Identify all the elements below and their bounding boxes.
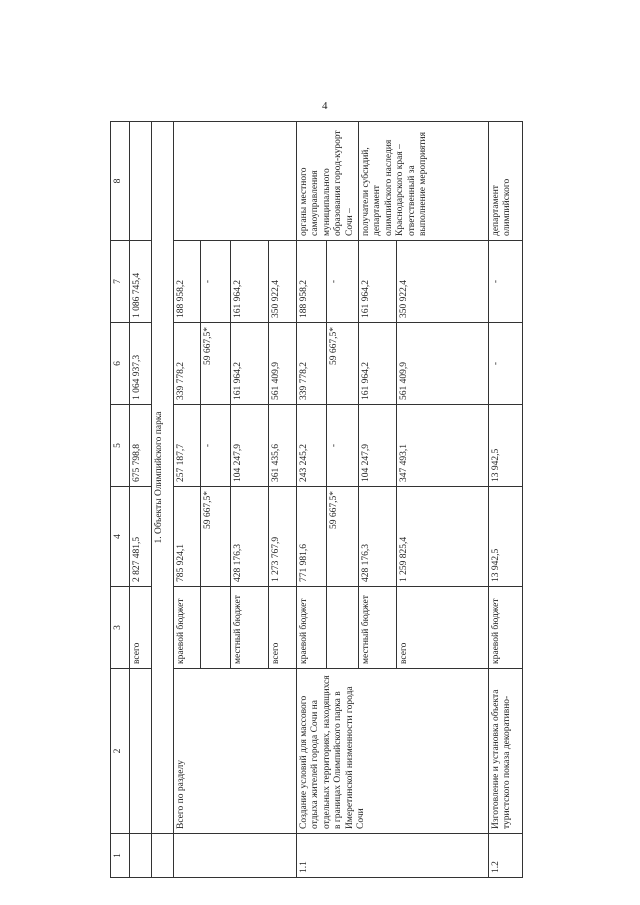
item-name: Изготовление и установка объекта туристского показа декоративно- bbox=[488, 669, 522, 834]
cell-value: 104 247,9 bbox=[231, 405, 269, 487]
cell-value: 347 493,1 bbox=[396, 405, 488, 487]
cell-source: всего bbox=[396, 587, 488, 669]
cell-value: 1 273 767,9 bbox=[269, 487, 297, 587]
col-num: 1 bbox=[111, 834, 130, 878]
cell-value: 361 435,6 bbox=[269, 405, 297, 487]
cell-value: 339 778,2 bbox=[297, 323, 327, 405]
cell-value: 188 958,2 bbox=[297, 241, 327, 323]
col-num: 7 bbox=[111, 241, 130, 323]
cell-source: краевой бюджет bbox=[297, 587, 327, 669]
section-title: 1. Объекты Олимпийского парка bbox=[152, 122, 174, 834]
cell-value: 350 922,4 bbox=[269, 241, 297, 323]
cell-value: 13 942,5 bbox=[488, 405, 522, 487]
cell-value: 350 922,4 bbox=[396, 241, 488, 323]
cell-value: 161 964,2 bbox=[358, 241, 396, 323]
cell-source: местный бюджет bbox=[231, 587, 269, 669]
cell-value: 428 176,3 bbox=[231, 487, 269, 587]
cell-value: 1 259 825,4 bbox=[396, 487, 488, 587]
grand-total-row bbox=[130, 122, 152, 878]
cell-value: 2 827 481,5 bbox=[130, 487, 152, 587]
rotated-table-wrapper bbox=[110, 122, 584, 878]
cell-value: - bbox=[488, 241, 522, 323]
budget-table bbox=[110, 121, 523, 878]
cell-value: 59 667,5* bbox=[201, 323, 231, 405]
cell-value: - bbox=[326, 241, 358, 323]
cell-value: 785 924,1 bbox=[174, 487, 201, 587]
cell-value: 59 667,5* bbox=[326, 323, 358, 405]
section-total-row bbox=[174, 122, 201, 878]
cell-value: 59 667,5* bbox=[201, 487, 231, 587]
executor: департамент олимпийского bbox=[488, 122, 522, 241]
col-num: 6 bbox=[111, 323, 130, 405]
cell-value: 13 942,5 bbox=[488, 487, 522, 587]
executor-bottom: получатели субсидий, департамент олимпийского наследия Краснодарского края – ответственный за выполнение мероприятия bbox=[358, 122, 488, 241]
cell-value: 675 798,8 bbox=[130, 405, 152, 487]
cell-value: 161 964,2 bbox=[231, 241, 269, 323]
cell-value: - bbox=[201, 405, 231, 487]
item-number: 1.1 bbox=[297, 834, 489, 878]
cell-value: 161 964,2 bbox=[358, 323, 396, 405]
cell-value: 59 667,5* bbox=[326, 487, 358, 587]
cell-value: 1 064 937,3 bbox=[130, 323, 152, 405]
executor-top: органы местного самоуправления муниципального образования город-курорт Сочи – bbox=[297, 122, 359, 241]
col-num: 4 bbox=[111, 487, 130, 587]
item-name: Создание условий для массового отдыха жителей города Сочи на отдельных территориях, находящихся в границах Олимпийского парка в Имеретинской низменности города Сочи bbox=[297, 669, 489, 834]
cell-value: - bbox=[326, 405, 358, 487]
cell-value: 561 409,9 bbox=[396, 323, 488, 405]
item-row bbox=[488, 122, 522, 878]
cell-value: 561 409,9 bbox=[269, 323, 297, 405]
cell-value: 243 245,2 bbox=[297, 405, 327, 487]
cell-source: краевой бюджет bbox=[488, 587, 522, 669]
cell-source: краевой бюджет bbox=[174, 587, 201, 669]
col-num: 2 bbox=[111, 669, 130, 834]
cell-value: 104 247,9 bbox=[358, 405, 396, 487]
cell-value: 428 176,3 bbox=[358, 487, 396, 587]
col-num: 8 bbox=[111, 122, 130, 241]
cell-value: - bbox=[201, 241, 231, 323]
page-number: 4 bbox=[322, 100, 328, 112]
cell-value: - bbox=[488, 323, 522, 405]
cell-value: 161 964,2 bbox=[231, 323, 269, 405]
col-num: 3 bbox=[111, 587, 130, 669]
col-num: 5 bbox=[111, 405, 130, 487]
item-number: 1.2 bbox=[488, 834, 522, 878]
cell-value: 1 086 745,4 bbox=[130, 241, 152, 323]
section-total-name: Всего по разделу bbox=[174, 669, 297, 834]
cell-value: 188 958,2 bbox=[174, 241, 201, 323]
item-row bbox=[297, 122, 327, 878]
column-number-row bbox=[111, 122, 130, 878]
section-title-row bbox=[152, 122, 174, 878]
cell-label: всего bbox=[130, 587, 152, 669]
cell-value: 257 187,7 bbox=[174, 405, 201, 487]
cell-value: 339 778,2 bbox=[174, 323, 201, 405]
cell-source: местный бюджет bbox=[358, 587, 396, 669]
cell-source: всего bbox=[269, 587, 297, 669]
cell-value: 771 981,6 bbox=[297, 487, 327, 587]
